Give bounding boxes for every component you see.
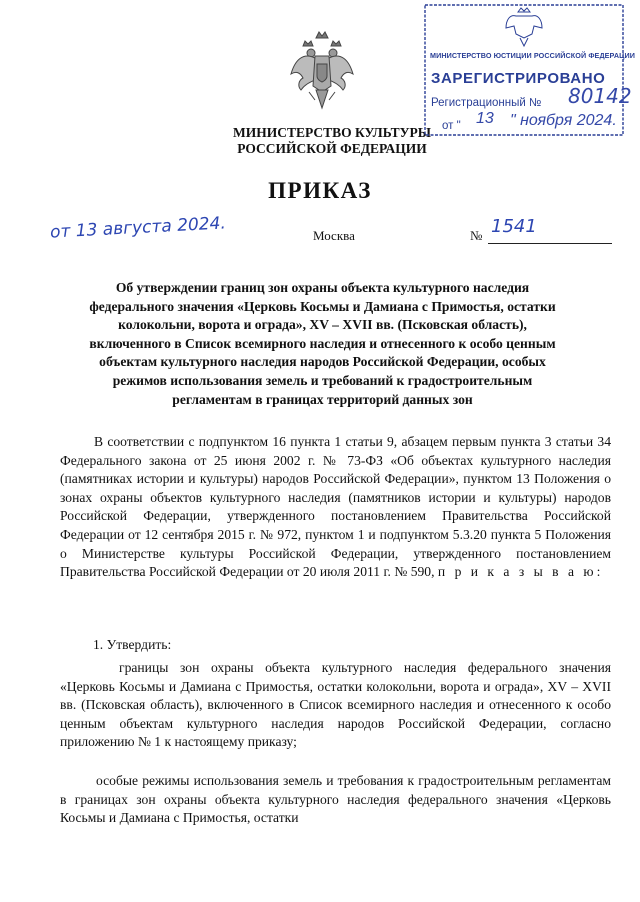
subject-line: включенного в Список всемирного наследия и отнесенного к особо ценным <box>89 335 556 351</box>
preamble-text: В соответствии с подпунктом 16 пункта 1 статьи 9, абзацем первым пункта 3 статьи 34 Федерального закона от 25 июня 2002 г. № 73-ФЗ «Об объектах культурного наследия (памятниках истории и культуры) народов Российской Федерации», пунктом 13 Положения о зонах охраны объектов культурного наследия (памятников истории и культуры) народов Российской Федерации, утвержденного постановлением Правительства Российской Федерации от 12 сентября 2015 г. № 972, пунктом 1 и подпунктом 5.3.20 пункта 5 Положения о Министерстве культуры Российской Федерации, утвержденного постановлением Правительства Российской Федерации от 20 июля 2011 г. № 590, <box>60 434 611 580</box>
order-number: 1541 <box>491 216 537 237</box>
document-title: ПРИКАЗ <box>268 178 372 203</box>
order-word: п р и к а з ы в а ю: <box>437 564 604 580</box>
order-subject <box>60 279 585 409</box>
stamp-ministry-name: МИНИСТЕРСТВО ЮСТИЦИИ РОССИЙСКОЙ ФЕДЕРАЦИИ <box>430 51 635 60</box>
ministry-line-2: РОССИЙСКОЙ ФЕДЕРАЦИИ <box>237 141 427 156</box>
subject-line: регламентам в границах территорий данных зон <box>172 391 473 407</box>
subject-line: режимов использования земель и требований к градостроительным <box>112 372 533 388</box>
handwritten-date: от 13 августа 2024. <box>49 213 227 243</box>
stamp-registration-number-label: Регистрационный № <box>431 97 542 109</box>
number-underline <box>488 243 612 244</box>
stamp-date-prefix: от " <box>442 120 461 132</box>
stamp-registration-number-value: 80142 <box>568 84 632 108</box>
preamble-paragraph <box>60 433 611 582</box>
stamp-registered-label: ЗАРЕГИСТРИРОВАНО <box>431 70 606 87</box>
subject-line: федерального значения «Церковь Косьмы и Дамиана с Примостья, остатки <box>89 298 556 314</box>
ministry-line-1: МИНИСТЕРСТВО КУЛЬТУРЫ <box>232 125 432 140</box>
item-1-heading: 1. Утвердить: <box>93 637 172 652</box>
item-1-boundaries: границы зон охраны объекта культурного наследия федерального значения «Церковь Косьмы и Дамиана с Примостья, остатки колокольни, ворота и ограда», XV – XVII вв. (Псковская область), включенного в Список всемирного наследия и отнесенного к особо ценным объектам культурного наследия народов Российской Федерации, согласно приложению № 1 к настоящему приказу; <box>60 660 611 750</box>
subject-line: Об утверждении границ зон охраны объекта культурного наследия <box>115 280 530 295</box>
subject-line: объектам культурного наследия народов Российской Федерации, особых <box>99 354 546 370</box>
stamp-date-month: " ноября 2024. <box>510 112 617 129</box>
subject-line: колокольни, ворота и ограда», XV – XVII вв. (Псковская область), <box>118 317 527 333</box>
ministry-name <box>232 125 432 157</box>
stamp-date-day: 13 <box>476 110 494 127</box>
russian-coat-of-arms-icon <box>289 30 355 114</box>
city: Москва <box>313 228 355 243</box>
number-sign: № <box>470 228 483 243</box>
item-1-regimes: особые режимы использования земель и требования к градостроительным регламентам в границах зон охраны объекта культурного наследия федерального значения «Церковь Косьмы и Дамиана с Примостья, остатки <box>60 773 611 826</box>
